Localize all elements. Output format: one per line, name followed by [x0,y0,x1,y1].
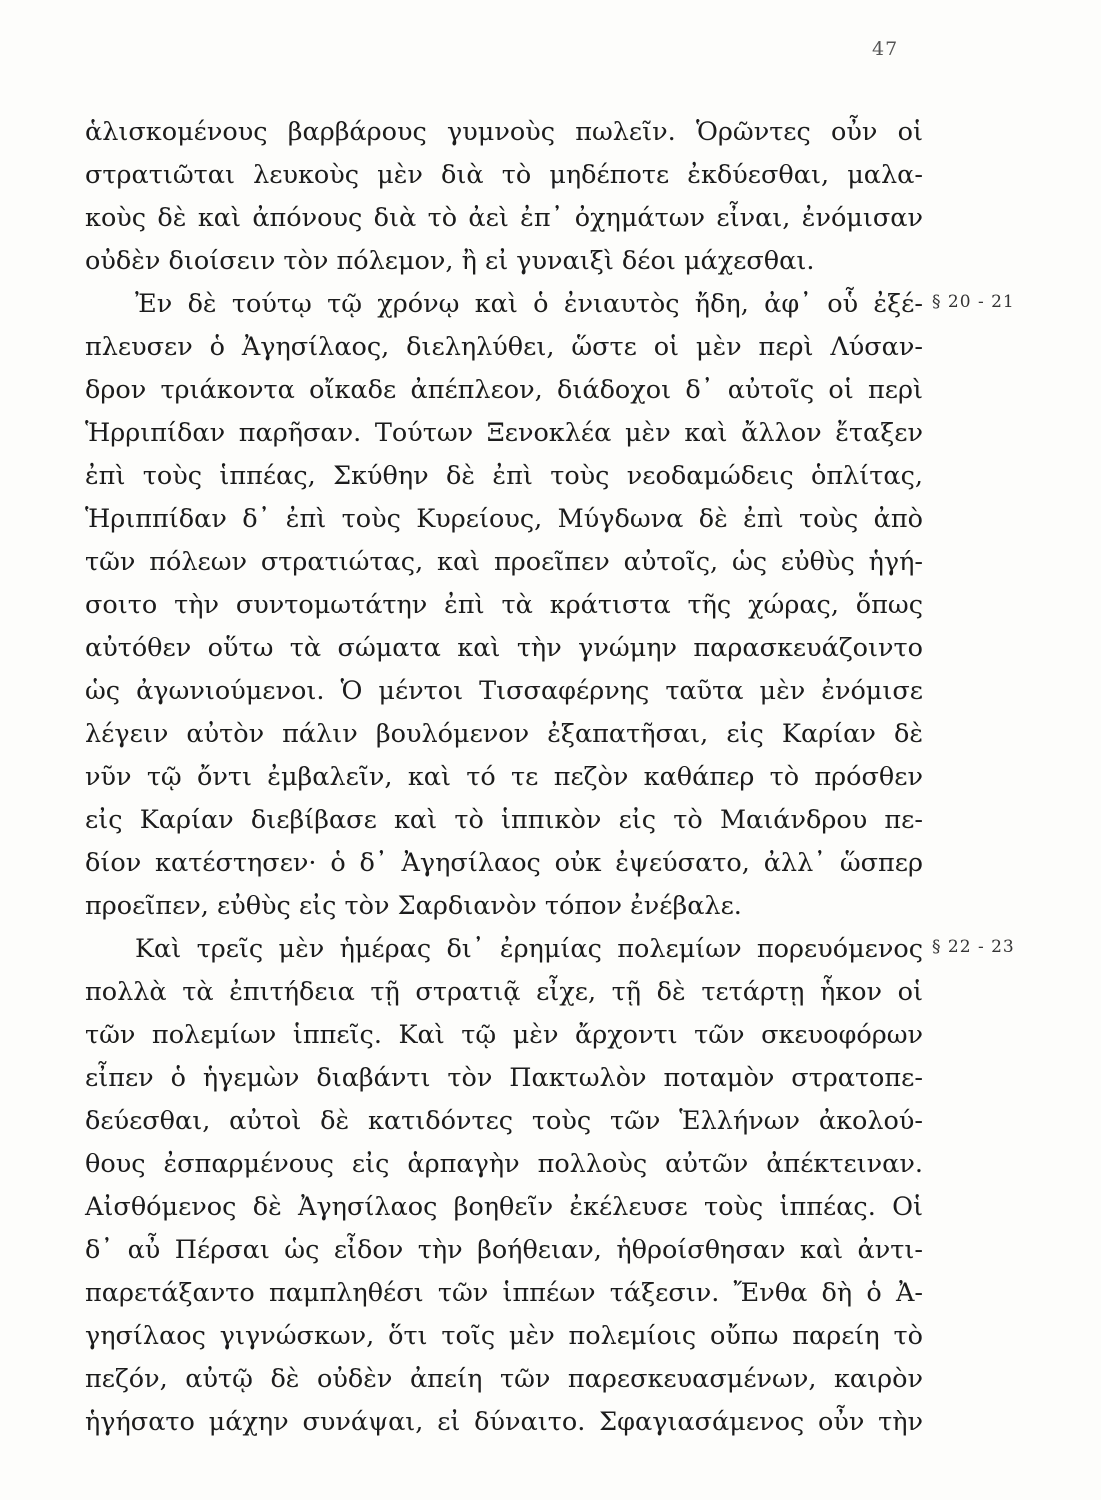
text-line: εἰς Καρίαν διεβίβασε καὶ τὸ ἱππικὸν εἰς τὸ Μαιάνδρου πε- [85,805,923,835]
text-line: δεύεσθαι, αὐτοὶ δὲ κατιδόντες τοὺς τῶν Ἑλλήνων ἀκολού- [85,1106,923,1136]
text-line: Ἡρριπίδαν παρῆσαν. Τούτων Ξενοκλέα μὲν καὶ ἄλλον ἔταξεν [85,418,923,448]
text-line: Ἡριππίδαν δ᾽ ἐπὶ τοὺς Κυρείους, Μύγδωνα δὲ ἐπὶ τοὺς ἀπὸ [85,504,923,534]
text-line: κοὺς δὲ καὶ ἀπόνους διὰ τὸ ἀεὶ ἐπ᾽ ὀχημάτων εἶναι, ἐνόμισαν [85,203,923,233]
text-line: τῶν πολεμίων ἱππεῖς. Καὶ τῷ μὲν ἄρχοντι τῶν σκευοφόρων [85,1020,923,1050]
text-line: σοιτο τὴν συντομωτάτην ἐπὶ τὰ κράτιστα τῆς χώρας, ὅπως [85,590,923,620]
text-line: ἡγήσατο μάχην συνάψαι, εἰ δύναιτο. Σφαγιασάμενος οὖν τὴν [85,1407,923,1437]
section-margin-note: § 20 - 21 [932,292,1015,312]
text-line: ἐπὶ τοὺς ἱππέας, Σκύθην δὲ ἐπὶ τοὺς νεοδαμώδεις ὁπλίτας, [85,461,923,491]
text-line: εἶπεν ὁ ἡγεμὼν διαβάντι τὸν Πακτωλὸν ποταμὸν στρατοπε- [85,1063,923,1093]
paragraph-start-line: Ἐν δὲ τούτῳ τῷ χρόνῳ καὶ ὁ ἐνιαυτὸς ἤδη, ἀφ᾽ οὗ ἐξέ- [135,289,923,319]
text-line: τῶν πόλεων στρατιώτας, καὶ προεῖπεν αὐτοῖς, ὡς εὐθὺς ἡγή- [85,547,923,577]
text-line: προεῖπεν, εὐθὺς εἰς τὸν Σαρδιανὸν τόπον ἐνέβαλε. [85,891,742,921]
text-line: Αἰσθόμενος δὲ Ἀγησίλαος βοηθεῖν ἐκέλευσε τοὺς ἱππέας. Οἱ [85,1192,923,1222]
text-line: δ᾽ αὖ Πέρσαι ὡς εἶδον τὴν βοήθειαν, ἡθροίσθησαν καὶ ἀντι- [85,1235,923,1265]
text-line: στρατιῶται λευκοὺς μὲν διὰ τὸ μηδέποτε ἐκδύεσθαι, μαλα- [85,160,923,190]
text-line: πεζόν, αὐτῷ δὲ οὐδὲν ἀπείη τῶν παρεσκευασμένων, καιρὸν [85,1364,923,1394]
text-line: οὐδὲν διοίσειν τὸν πόλεμον, ἢ εἰ γυναιξὶ δέοι μάχεσθαι. [85,246,815,276]
section-margin-note: § 22 - 23 [932,937,1015,957]
text-line: νῦν τῷ ὄντι ἐμβαλεῖν, καὶ τό τε πεζὸν καθάπερ τὸ πρόσθεν [85,762,923,792]
text-line: δρον τριάκοντα οἴκαδε ἀπέπλεον, διάδοχοι δ᾽ αὐτοῖς οἱ περὶ [85,375,923,405]
text-line: πολλὰ τὰ ἐπιτήδεια τῇ στρατιᾷ εἶχε, τῇ δὲ τετάρτῃ ἧκον οἱ [85,977,923,1007]
paragraph-start-line: Καὶ τρεῖς μὲν ἡμέρας δι᾽ ἐρημίας πολεμίων πορευόμενος [135,934,923,964]
text-line: γησίλαος γιγνώσκων, ὅτι τοῖς μὲν πολεμίοις οὔπω παρείη τὸ [85,1321,923,1351]
text-line: λέγειν αὐτὸν πάλιν βουλόμενον ἐξαπατῆσαι, εἰς Καρίαν δὲ [85,719,923,749]
text-line: πλευσεν ὁ Ἀγησίλαος, διεληλύθει, ὥστε οἱ μὲν περὶ Λύσαν- [85,332,923,362]
text-line: ὡς ἀγωνιούμενοι. Ὁ μέντοι Τισσαφέρνης ταῦτα μὲν ἐνόμισε [85,676,923,706]
text-line: αὐτόθεν οὕτω τὰ σώματα καὶ τὴν γνώμην παρασκευάζοιντο [85,633,923,663]
text-line: ἁλισκομένους βαρβάρους γυμνοὺς πωλεῖν. Ὁρῶντες οὖν οἱ [85,117,923,147]
page-number: 47 [872,38,899,60]
text-line: παρετάξαντο παμπληθέσι τῶν ἱππέων τάξεσιν. Ἔνθα δὴ ὁ Ἀ- [85,1278,923,1308]
text-line: θους ἐσπαρμένους εἰς ἁρπαγὴν πολλοὺς αὐτῶν ἀπέκτειναν. [85,1149,923,1179]
text-line: δίον κατέστησεν· ὁ δ᾽ Ἀγησίλαος οὐκ ἐψεύσατο, ἀλλ᾽ ὥσπερ [85,848,923,878]
